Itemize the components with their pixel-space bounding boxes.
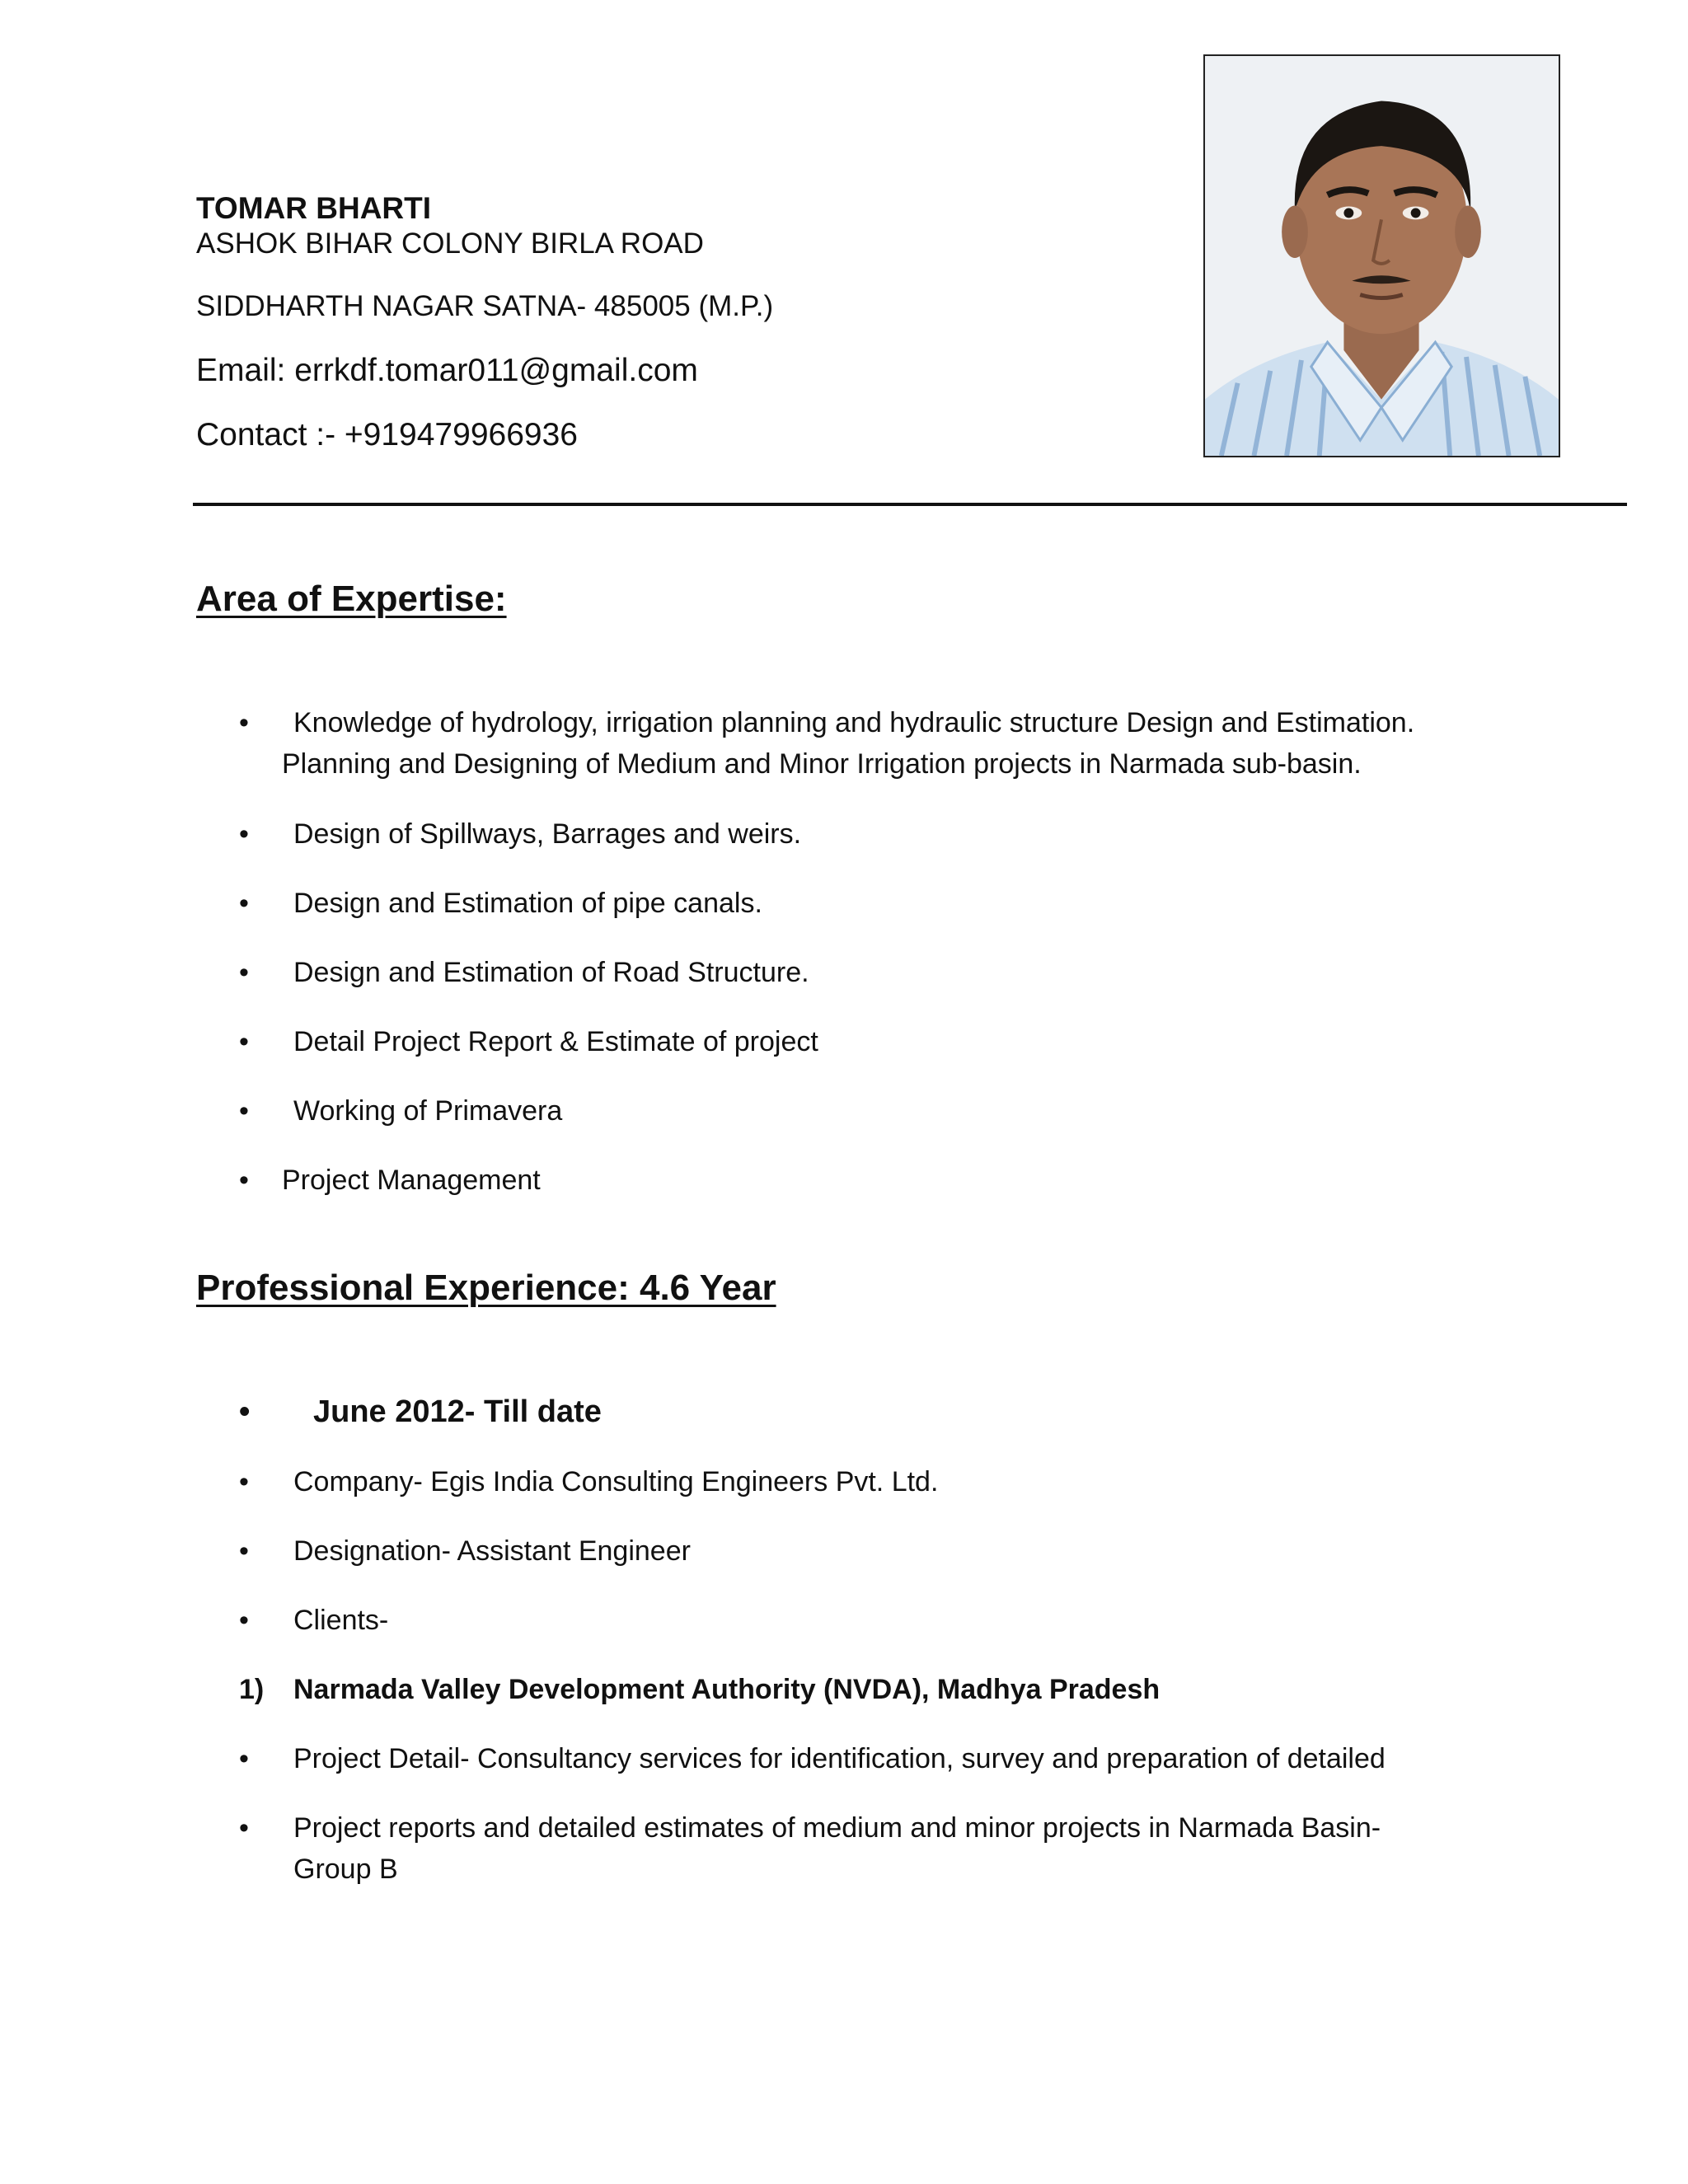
email-line: Email: errkdf.tomar011@gmail.com xyxy=(196,353,698,388)
candidate-name: TOMAR BHARTI xyxy=(196,191,432,225)
bullet-icon: • xyxy=(239,1026,249,1057)
bullet-icon: • xyxy=(239,1812,249,1844)
list-item-text: Design and Estimation of pipe canals. xyxy=(293,888,762,919)
client-number: 1) xyxy=(239,1674,265,1705)
client-name: Narmada Valley Development Authority (NVDA), Madhya Pradesh xyxy=(293,1674,1160,1705)
contact-line: Contact :- +919479966936 xyxy=(196,417,578,452)
bullet-icon: • xyxy=(239,957,249,988)
list-item-text: Working of Primavera xyxy=(293,1095,563,1127)
bullet-icon: • xyxy=(239,1394,251,1429)
header-divider xyxy=(193,503,1627,506)
address-line-2: SIDDHARTH NAGAR SATNA- 485005 (M.P.) xyxy=(196,290,774,322)
list-item-text: Knowledge of hydrology, irrigation planning and hydraulic structure Design and Estimation. xyxy=(293,707,1415,738)
project-detail: Project Detail- Consultancy services for identification, survey and preparation of detailed xyxy=(293,1743,1386,1774)
bullet-icon: • xyxy=(239,1165,249,1196)
bullet-icon: • xyxy=(239,818,249,850)
address-line-1: ASHOK BIHAR COLONY BIRLA ROAD xyxy=(196,227,704,260)
experience-designation: Designation- Assistant Engineer xyxy=(293,1535,691,1567)
portrait-illustration xyxy=(1205,56,1559,456)
list-item-text: Project Management xyxy=(282,1165,541,1196)
expertise-heading: Area of Expertise: xyxy=(196,579,507,619)
bullet-icon: • xyxy=(239,1605,249,1636)
list-item-text: Design of Spillways, Barrages and weirs. xyxy=(293,818,802,850)
bullet-icon: • xyxy=(239,1095,249,1127)
bullet-icon: • xyxy=(239,1743,249,1774)
bullet-icon: • xyxy=(239,1535,249,1567)
experience-company: Company- Egis India Consulting Engineers Pvt. Ltd. xyxy=(293,1466,939,1497)
list-item-continuation: Planning and Designing of Medium and Minor Irrigation projects in Narmada sub-basin. xyxy=(282,748,1362,780)
list-item-text: Detail Project Report & Estimate of project xyxy=(293,1026,818,1057)
bullet-icon: • xyxy=(239,707,249,738)
experience-clients: Clients- xyxy=(293,1605,389,1636)
experience-period: June 2012- Till date xyxy=(313,1394,602,1429)
profile-photo xyxy=(1203,54,1560,457)
bullet-icon: • xyxy=(239,1466,249,1497)
list-item-text: Design and Estimation of Road Structure. xyxy=(293,957,809,988)
project-reports-continuation: Group B xyxy=(293,1854,398,1885)
bullet-icon: • xyxy=(239,888,249,919)
experience-heading: Professional Experience: 4.6 Year xyxy=(196,1268,776,1308)
project-reports: Project reports and detailed estimates of medium and minor projects in Narmada Basin- xyxy=(293,1812,1381,1844)
